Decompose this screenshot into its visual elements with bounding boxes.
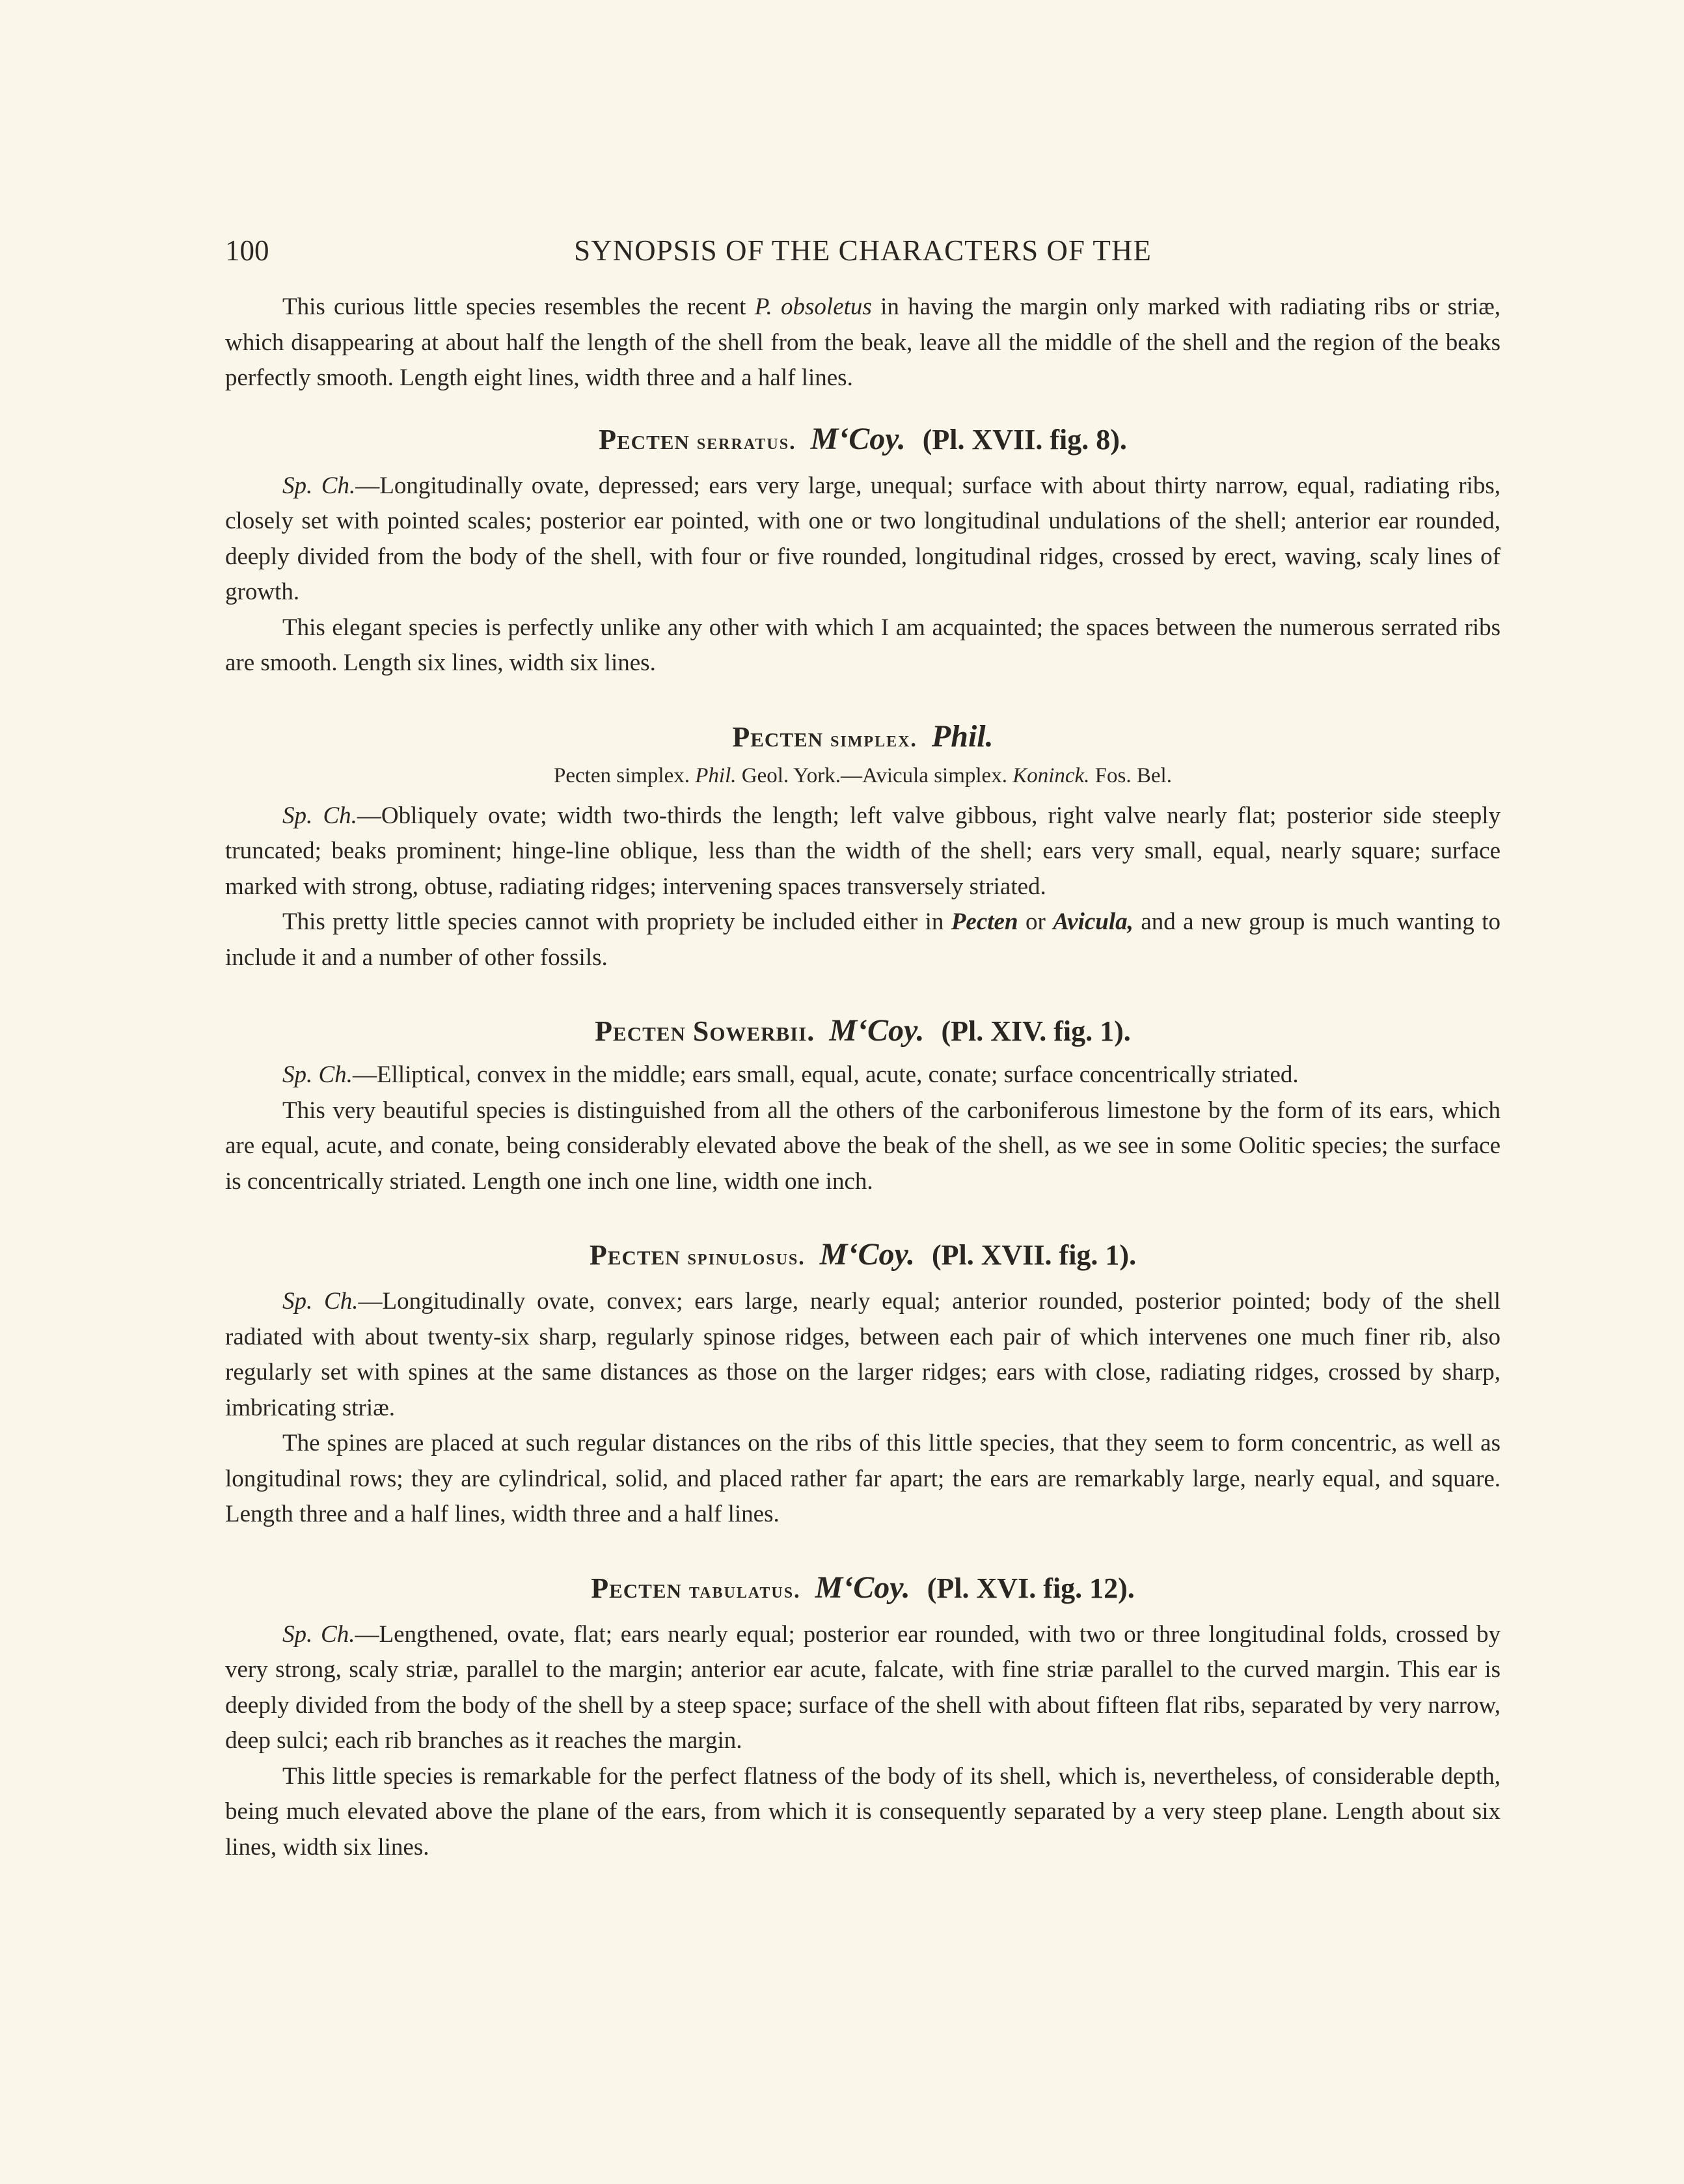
synonymy-line	[225, 759, 1501, 792]
species-entry-spinulosus	[225, 1235, 1501, 1533]
characters-text: —Obliquely ovate; width two-thirds the length; left valve gibbous, right valve nearly flat; posterior side steeply truncated; beaks prominent; hinge-line oblique, less than the width of the shell; ears very small, equal, nearly square; surface marked with strong, obtuse, radiating ridges; intervening spaces transversely striated.	[225, 802, 1501, 900]
synonymy-text: Pecten simplex.	[554, 763, 696, 787]
genus-name: Pecten	[595, 1015, 686, 1047]
species-characters	[225, 799, 1501, 905]
characters-text: —Elliptical, convex in the middle; ears small, equal, acute, conate; surface concentrically striated.	[352, 1061, 1299, 1088]
intro-paragraph	[225, 290, 1501, 396]
genus-name: Pecten	[599, 423, 690, 456]
page-body	[225, 290, 1501, 1865]
synonymy-author: Phil.	[695, 763, 737, 787]
genus-name: Pecten	[589, 1239, 681, 1271]
species-name: serratus.	[696, 430, 796, 454]
species-entry-tabulatus	[225, 1568, 1501, 1866]
species-characters	[225, 1284, 1501, 1426]
species-author: Phil.	[931, 718, 994, 754]
remarks-text: or	[1018, 908, 1053, 935]
species-characters	[225, 469, 1501, 610]
species-name: tabulatus.	[688, 1578, 801, 1603]
species-characters	[225, 1617, 1501, 1759]
species-heading	[225, 1568, 1501, 1611]
characters-label: Sp. Ch.	[282, 1620, 355, 1648]
plate-reference: (Pl. XIV. fig. 1).	[941, 1015, 1131, 1047]
characters-text: —Longitudinally ovate, depressed; ears very large, unequal; surface with about thirty narrow, equal, radiating ribs, closely set with pointed scales; posterior ear pointed, with one or two longitudinal undulations of the shell; anterior ear rounded, deeply divided from the body of the shell, with four or five rounded, longitudinal ridges, crossed by erect, waving, scaly lines of growth.	[225, 472, 1501, 605]
genus-reference: Avicula,	[1053, 908, 1134, 935]
plate-reference: (Pl. XVII. fig. 8).	[922, 423, 1127, 456]
intro-text-cont: in having the margin only marked with radiating ribs or striæ, which disappearing at about half the length of the shell from the beak, leave all the middle of the shell and the region of the beaks perfectly smooth. Length eight lines, width three and a half lines.	[225, 293, 1501, 391]
plate-reference: (Pl. XVII. fig. 1).	[932, 1239, 1137, 1271]
species-remarks	[225, 905, 1501, 976]
synonymy-text: Geol. York.—Avicula simplex.	[736, 763, 1013, 787]
species-entry-sowerbii	[225, 1011, 1501, 1199]
characters-label: Sp. Ch.	[282, 472, 356, 499]
running-header	[225, 231, 1501, 270]
species-remarks: This elegant species is perfectly unlike any other with which I am acquainted; the spaces between the numerous serrated ribs are smooth. Length six lines, width six lines.	[225, 614, 1501, 676]
page-number: 100	[225, 234, 269, 267]
species-heading	[225, 1235, 1501, 1277]
running-title: SYNOPSIS OF THE CHARACTERS OF THE	[574, 234, 1152, 267]
species-name: spinulosus.	[687, 1246, 806, 1270]
species-entry-serratus	[225, 420, 1501, 681]
species-author: M‘Coy.	[829, 1013, 925, 1048]
intro-text: This curious little species resembles the recent	[282, 293, 755, 320]
species-characters	[225, 1058, 1501, 1093]
characters-text: —Longitudinally ovate, convex; ears large, nearly equal; anterior rounded, posterior pointed; body of the shell radiated with about twenty-six sharp, regularly spinose ridges, between each pair of which intervenes one much finer rib, also regularly set with spines at the same distances as those on the larger ridges; ears with close, radiating ridges, crossed by sharp, imbricating striæ.	[225, 1288, 1501, 1421]
remarks-text: and a new group is much wanting to include it and a number of other fossils.	[225, 908, 1501, 971]
species-name: Sowerbii.	[692, 1015, 815, 1047]
plate-reference: (Pl. XVI. fig. 12).	[927, 1572, 1135, 1604]
species-author: M‘Coy.	[815, 1570, 910, 1605]
characters-text: —Lengthened, ovate, flat; ears nearly equal; posterior ear rounded, with two or three longitudinal folds, crossed by very strong, scaly striæ, parallel to the margin; anterior ear acute, falcate, with fine striæ parallel to the curved margin. This ear is deeply divided from the body of the shell by a steep space; surface of the shell with about fifteen flat ribs, separated by very narrow, deep sulci; each rib branches as it reaches the margin.	[225, 1620, 1501, 1754]
species-name: simplex.	[830, 727, 917, 752]
characters-label: Sp. Ch.	[282, 1061, 353, 1088]
synonymy-author: Koninck.	[1012, 763, 1090, 787]
synonymy-text: Fos. Bel.	[1089, 763, 1172, 787]
genus-reference: Pecten	[951, 908, 1018, 935]
species-reference: P. obsoletus	[754, 293, 872, 320]
species-heading	[225, 717, 1501, 759]
species-author: M‘Coy.	[819, 1237, 915, 1272]
characters-label: Sp. Ch.	[282, 802, 357, 829]
species-remarks: The spines are placed at such regular distances on the ribs of this little species, that they seem to form concentric, as well as longitudinal rows; they are cylindrical, solid, and placed rather far apart; the ears are remarkably large, nearly equal, and square. Length three and a half lines, width three and a half lines.	[225, 1430, 1501, 1527]
remarks-text: This pretty little species cannot with propriety be included either in	[282, 908, 951, 935]
genus-name: Pecten	[591, 1572, 682, 1604]
species-remarks: This very beautiful species is distinguished from all the others of the carboniferous limestone by the form of its ears, which are equal, acute, and conate, being considerably elevated above the beak of the shell, as we see in some Oolitic species; the surface is concentrically striated. Length one inch one line, width one inch.	[225, 1097, 1501, 1195]
genus-name: Pecten	[732, 720, 824, 753]
species-author: M‘Coy.	[810, 421, 906, 456]
species-heading	[225, 420, 1501, 462]
species-remarks: This little species is remarkable for the perfect flatness of the body of its shell, which is, nevertheless, of considerable depth, being much elevated above the plane of the ears, from which it is consequently separated by a very steep plane. Length about six lines, width six lines.	[225, 1762, 1501, 1861]
species-entry-simplex	[225, 717, 1501, 976]
characters-label: Sp. Ch.	[282, 1288, 359, 1315]
species-heading	[225, 1011, 1501, 1051]
